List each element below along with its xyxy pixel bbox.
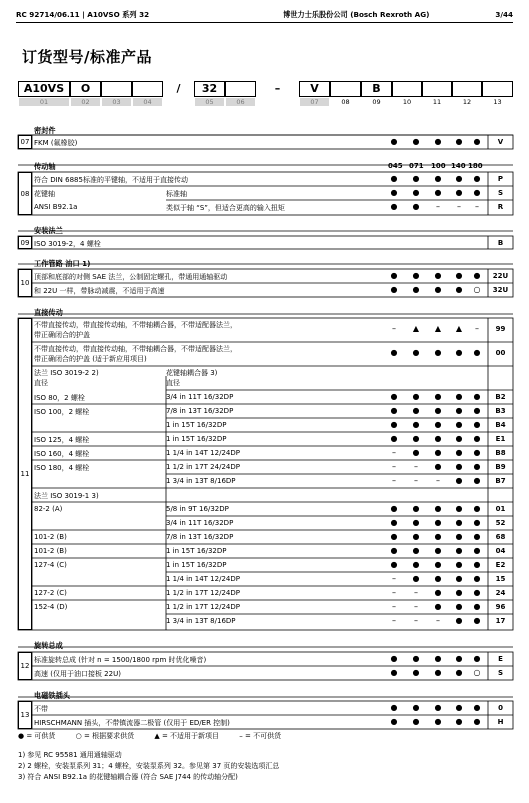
row-number-12: 12 bbox=[18, 652, 32, 680]
coupling-label: 1 1/2 in 17T 24/24DP bbox=[166, 463, 240, 471]
available-dot: ● bbox=[412, 188, 420, 197]
available-dot: ● bbox=[473, 574, 481, 583]
not-available-dash: – bbox=[392, 574, 396, 583]
not-available-dash: – bbox=[392, 462, 396, 471]
not-available-dash: – bbox=[436, 616, 440, 625]
available-dot: ● bbox=[390, 202, 398, 211]
not-available-dash: – bbox=[436, 476, 440, 485]
available-dot: ● bbox=[473, 137, 481, 146]
through-00-line2: 带正确闭合的护盖 (适于新应用项目) bbox=[34, 355, 147, 363]
available-dot: ● bbox=[412, 574, 420, 583]
available-dot: ● bbox=[434, 518, 442, 527]
code-box-07: V bbox=[299, 81, 330, 97]
available-dot: ● bbox=[412, 420, 420, 429]
available-dot: ● bbox=[455, 406, 463, 415]
code-box-05: 32 bbox=[194, 81, 225, 97]
available-dot: ● bbox=[412, 717, 420, 726]
available-dot: ● bbox=[390, 174, 398, 183]
iso2-diameter-header: 直径 bbox=[34, 379, 48, 387]
available-dot: ● bbox=[434, 574, 442, 583]
through-drive-code: 15 bbox=[495, 575, 506, 583]
coupling-label: 1 1/4 in 14T 12/24DP bbox=[166, 449, 240, 457]
available-dot: ● bbox=[390, 348, 398, 357]
ports-option-22u-text: 顶部和底部的对侧 SAE 法兰，公制固定螺孔，带通用通轴驱动 bbox=[34, 273, 228, 281]
available-dot: ● bbox=[455, 654, 463, 663]
available-dot: ● bbox=[473, 654, 481, 663]
page-title: 订货型号/标准产品 bbox=[22, 48, 152, 66]
flange-label: 127-2 (C) bbox=[34, 589, 67, 597]
available-dot: ● bbox=[412, 271, 420, 280]
available-dot: ● bbox=[434, 420, 442, 429]
available-dot: ● bbox=[473, 476, 481, 485]
available-dot: ● bbox=[455, 668, 463, 677]
through-99-line2: 带正确闭合的护盖 bbox=[34, 331, 90, 339]
code-dash: – bbox=[274, 82, 281, 95]
seal-option-text: FKM (氟橡胶) bbox=[34, 139, 78, 147]
not-available-dash: – bbox=[392, 324, 396, 333]
flange-label: ISO 125，4 螺栓 bbox=[34, 436, 90, 444]
legend-available: ● = 可供货 bbox=[18, 732, 56, 740]
through-drive-code: 68 bbox=[495, 533, 506, 541]
code-box-09: B bbox=[361, 81, 392, 97]
coupling-diameter-header: 直径 bbox=[166, 379, 180, 387]
not-available-dash: – bbox=[392, 476, 396, 485]
coupling-label: 1 3/4 in 13T 8/16DP bbox=[166, 477, 236, 485]
available-dot: ● bbox=[473, 392, 481, 401]
code-number-09: 09 bbox=[361, 97, 392, 107]
available-dot: ● bbox=[455, 348, 463, 357]
available-dot: ● bbox=[412, 392, 420, 401]
connector-code-h: H bbox=[497, 718, 504, 726]
coupling-label: 1 3/4 in 13T 8/16DP bbox=[166, 617, 236, 625]
not-available-dash: – bbox=[392, 616, 396, 625]
not-available-dash: – bbox=[475, 202, 479, 211]
on-request-circle: ○ bbox=[473, 668, 481, 677]
available-dot: ● bbox=[390, 271, 398, 280]
not-available-dash: – bbox=[392, 448, 396, 457]
code-number-07: 07 bbox=[299, 97, 330, 107]
available-dot: ● bbox=[473, 518, 481, 527]
mount-option-text: ISO 3019-2，4 螺栓 bbox=[34, 240, 101, 248]
rotor-standard-text: 标准旋转总成 (针对 n = 1500/1800 rpm 时优化噪音) bbox=[34, 656, 207, 664]
not-available-dash: – bbox=[392, 602, 396, 611]
through-drive-code: B8 bbox=[495, 449, 506, 457]
available-dot: ● bbox=[412, 174, 420, 183]
through-99-line1: 不带直接传动，带直接传动轴，不带轴耦合器，不带适配器法兰， bbox=[34, 321, 237, 329]
footnote-3: 3) 符合 ANSI B92.1a 的花键轴耦合器 (符合 SAE J744 的传动轴分配) bbox=[18, 773, 238, 781]
available-dot: ● bbox=[390, 668, 398, 677]
available-dot: ● bbox=[473, 434, 481, 443]
available-dot: ● bbox=[434, 188, 442, 197]
size-100: 100 bbox=[431, 162, 446, 170]
not-available-dash: – bbox=[436, 202, 440, 211]
code-number-05: 05 bbox=[194, 97, 225, 107]
coupling-label: 1 1/2 in 17T 12/24DP bbox=[166, 589, 240, 597]
seal-code: V bbox=[497, 138, 504, 146]
ports-option-32u-text: 和 22U 一样，带脉动减震，不适用于高速 bbox=[34, 287, 165, 295]
through-drive-code: 17 bbox=[495, 617, 506, 625]
available-dot: ● bbox=[412, 518, 420, 527]
available-dot: ● bbox=[434, 392, 442, 401]
rotor-highspeed-text: 高速 (仅用于油口接板 22U) bbox=[34, 670, 121, 678]
rotor-code-s: S bbox=[497, 669, 504, 677]
available-dot: ● bbox=[455, 574, 463, 583]
availability-legend bbox=[18, 731, 299, 741]
available-dot: ● bbox=[455, 588, 463, 597]
through-drive-code: B4 bbox=[495, 421, 506, 429]
available-dot: ● bbox=[412, 448, 420, 457]
legend-not-available: – = 不可供货 bbox=[239, 732, 282, 740]
available-dot: ● bbox=[412, 137, 420, 146]
available-dot: ● bbox=[473, 602, 481, 611]
flange-label: ISO 100，2 螺栓 bbox=[34, 408, 90, 416]
available-dot: ● bbox=[434, 434, 442, 443]
row-number-08: 08 bbox=[18, 172, 32, 215]
not-available-dash: – bbox=[414, 462, 418, 471]
coupling-label: 1 in 15T 16/32DP bbox=[166, 561, 227, 569]
available-dot: ● bbox=[473, 504, 481, 513]
flange-label: 127-4 (C) bbox=[34, 561, 67, 569]
shaft-standard-text: 标准轴 bbox=[166, 190, 187, 198]
not-available-dash: – bbox=[414, 588, 418, 597]
available-dot: ● bbox=[412, 406, 420, 415]
not-for-new-triangle: ▲ bbox=[455, 324, 463, 333]
not-for-new-triangle: ▲ bbox=[412, 324, 420, 333]
row-number-10: 10 bbox=[18, 269, 32, 297]
available-dot: ● bbox=[473, 448, 481, 457]
footnote-1: 1) 参见 RC 95581 通用通轴驱动 bbox=[18, 751, 122, 759]
available-dot: ● bbox=[390, 285, 398, 294]
available-dot: ● bbox=[434, 348, 442, 357]
code-number-01: 01 bbox=[18, 97, 70, 107]
through-drive-code: B3 bbox=[495, 407, 506, 415]
available-dot: ● bbox=[473, 532, 481, 541]
rotor-code-e: E bbox=[498, 655, 503, 663]
available-dot: ● bbox=[390, 188, 398, 197]
available-dot: ● bbox=[473, 546, 481, 555]
code-number-13: 13 bbox=[482, 97, 513, 107]
code-number-10: 10 bbox=[392, 97, 422, 107]
available-dot: ● bbox=[412, 202, 420, 211]
section-title-through-drive: 直接传动 bbox=[34, 308, 63, 317]
available-dot: ● bbox=[455, 420, 463, 429]
available-dot: ● bbox=[473, 174, 481, 183]
section-title-seal: 密封件 bbox=[34, 126, 56, 135]
not-available-dash: – bbox=[457, 202, 461, 211]
section-title-shaft: 传动轴 bbox=[34, 162, 56, 171]
available-dot: ● bbox=[455, 602, 463, 611]
available-dot: ● bbox=[412, 546, 420, 555]
code-number-06: 06 bbox=[225, 97, 256, 107]
shaft-keyed-text: 符合 DIN 6885标准的平键轴，不适用于直接传动 bbox=[34, 176, 188, 184]
available-dot: ● bbox=[434, 448, 442, 457]
ports-code-22u: 22U bbox=[492, 272, 509, 280]
not-available-dash: – bbox=[414, 616, 418, 625]
size-045: 045 bbox=[388, 162, 403, 170]
code-box-01: A10VS bbox=[18, 81, 70, 97]
available-dot: ● bbox=[412, 560, 420, 569]
available-dot: ● bbox=[412, 348, 420, 357]
connector-none-text: 不带 bbox=[34, 705, 48, 713]
available-dot: ● bbox=[455, 560, 463, 569]
available-dot: ● bbox=[473, 717, 481, 726]
available-dot: ● bbox=[473, 703, 481, 712]
flange-label: 152-4 (D) bbox=[34, 603, 68, 611]
section-title-rotor: 旋转总成 bbox=[34, 641, 63, 650]
through-drive-code: 52 bbox=[495, 519, 506, 527]
coupling-label: 1 1/2 in 17T 12/24DP bbox=[166, 603, 240, 611]
code-number-11: 11 bbox=[422, 97, 452, 107]
through-code-99: 99 bbox=[495, 325, 506, 333]
available-dot: ● bbox=[434, 588, 442, 597]
code-slash: / bbox=[176, 82, 181, 95]
available-dot: ● bbox=[412, 703, 420, 712]
shaft-code-p: P bbox=[497, 175, 504, 183]
coupling-label: 1 1/4 in 14T 12/24DP bbox=[166, 575, 240, 583]
available-dot: ● bbox=[434, 546, 442, 555]
shaft-high-torque-text: 类似于轴 “S”，但适合更高的输入扭矩 bbox=[166, 204, 285, 212]
flange-label: ISO 180，4 螺栓 bbox=[34, 464, 90, 472]
iso1-flange-header: 法兰 ISO 3019-1 3) bbox=[34, 492, 99, 500]
available-dot: ● bbox=[473, 420, 481, 429]
available-dot: ● bbox=[390, 546, 398, 555]
coupling-header: 花键轴耦合器 3) bbox=[166, 369, 218, 377]
size-071: 071 bbox=[409, 162, 424, 170]
not-available-dash: – bbox=[414, 602, 418, 611]
code-number-08: 08 bbox=[330, 97, 361, 107]
available-dot: ● bbox=[473, 616, 481, 625]
available-dot: ● bbox=[412, 285, 420, 294]
available-dot: ● bbox=[434, 532, 442, 541]
available-dot: ● bbox=[412, 654, 420, 663]
flange-label: 82-2 (A) bbox=[34, 505, 63, 513]
available-dot: ● bbox=[434, 174, 442, 183]
available-dot: ● bbox=[390, 504, 398, 513]
available-dot: ● bbox=[455, 518, 463, 527]
connector-code-0: 0 bbox=[498, 704, 503, 712]
ports-code-32u: 32U bbox=[492, 286, 509, 294]
through-drive-code: B7 bbox=[495, 477, 506, 485]
not-available-dash: – bbox=[414, 476, 418, 485]
available-dot: ● bbox=[390, 518, 398, 527]
not-available-dash: – bbox=[392, 588, 396, 597]
available-dot: ● bbox=[434, 602, 442, 611]
through-code-00: 00 bbox=[495, 349, 506, 357]
available-dot: ● bbox=[473, 588, 481, 597]
available-dot: ● bbox=[390, 434, 398, 443]
page-number: 3/44 bbox=[495, 10, 513, 19]
available-dot: ● bbox=[434, 668, 442, 677]
through-drive-code: 04 bbox=[495, 547, 506, 555]
size-180: 180 bbox=[468, 162, 483, 170]
available-dot: ● bbox=[412, 668, 420, 677]
coupling-label: 1 in 15T 16/32DP bbox=[166, 421, 227, 429]
row-number-11: 11 bbox=[18, 318, 32, 630]
flange-label: ISO 80，2 螺栓 bbox=[34, 394, 85, 402]
available-dot: ● bbox=[455, 434, 463, 443]
legend-not-new: ▲ = 不适用于新项目 bbox=[154, 732, 220, 740]
available-dot: ● bbox=[455, 504, 463, 513]
through-drive-code: B9 bbox=[495, 463, 506, 471]
available-dot: ● bbox=[390, 717, 398, 726]
available-dot: ● bbox=[473, 348, 481, 357]
row-number-07: 07 bbox=[18, 135, 32, 149]
legend-on-request: ○ = 根据要求供货 bbox=[75, 732, 135, 740]
section-title-connector: 电磁铁插头 bbox=[34, 691, 70, 700]
through-drive-code: 24 bbox=[495, 589, 506, 597]
available-dot: ● bbox=[434, 406, 442, 415]
available-dot: ● bbox=[455, 476, 463, 485]
available-dot: ● bbox=[455, 392, 463, 401]
available-dot: ● bbox=[390, 406, 398, 415]
available-dot: ● bbox=[473, 271, 481, 280]
section-title-mount: 安装法兰 bbox=[34, 226, 63, 235]
flange-label: 101-2 (B) bbox=[34, 547, 67, 555]
connector-hirschmann-text: HIRSCHMANN 插头，不带镇流器二极管 (仅用于 ED/ER 控制) bbox=[34, 719, 230, 727]
available-dot: ● bbox=[434, 703, 442, 712]
through-00-line1: 不带直接传动，带直接传动轴，不带轴耦合器，不带适配器法兰， bbox=[34, 345, 237, 353]
coupling-label: 3/4 in 11T 16/32DP bbox=[166, 519, 234, 527]
mount-code: B bbox=[497, 239, 504, 247]
shaft-code-s: S bbox=[497, 189, 504, 197]
coupling-label: 1 in 15T 16/32DP bbox=[166, 435, 227, 443]
available-dot: ● bbox=[455, 703, 463, 712]
available-dot: ● bbox=[390, 703, 398, 712]
available-dot: ● bbox=[455, 188, 463, 197]
flange-label: 101-2 (B) bbox=[34, 533, 67, 541]
available-dot: ● bbox=[434, 137, 442, 146]
available-dot: ● bbox=[390, 532, 398, 541]
row-number-13: 13 bbox=[18, 701, 32, 729]
through-drive-code: 01 bbox=[495, 505, 506, 513]
code-box-02: O bbox=[70, 81, 101, 97]
coupling-label: 7/8 in 13T 16/32DP bbox=[166, 407, 234, 415]
iso2-flange-header: 法兰 ISO 3019-2 2) bbox=[34, 369, 99, 377]
available-dot: ● bbox=[455, 271, 463, 280]
available-dot: ● bbox=[455, 285, 463, 294]
available-dot: ● bbox=[412, 532, 420, 541]
available-dot: ● bbox=[455, 546, 463, 555]
row-number-09: 09 bbox=[18, 236, 32, 249]
available-dot: ● bbox=[455, 717, 463, 726]
available-dot: ● bbox=[455, 532, 463, 541]
available-dot: ● bbox=[390, 560, 398, 569]
section-title-ports: 工作管路 油口 1) bbox=[34, 259, 91, 268]
code-number-04: 04 bbox=[132, 97, 163, 107]
shaft-code-r: R bbox=[497, 203, 504, 211]
available-dot: ● bbox=[473, 462, 481, 471]
available-dot: ● bbox=[390, 392, 398, 401]
available-dot: ● bbox=[455, 448, 463, 457]
available-dot: ● bbox=[390, 420, 398, 429]
available-dot: ● bbox=[455, 616, 463, 625]
footnote-2: 2) 2 螺栓，安装泵系列 31；4 螺栓，安装泵系列 32。参见第 37 页的安装选项汇总 bbox=[18, 762, 280, 770]
available-dot: ● bbox=[434, 717, 442, 726]
through-drive-code: 96 bbox=[495, 603, 506, 611]
code-number-12: 12 bbox=[452, 97, 482, 107]
available-dot: ● bbox=[434, 504, 442, 513]
available-dot: ● bbox=[412, 434, 420, 443]
available-dot: ● bbox=[390, 654, 398, 663]
coupling-label: 3/4 in 11T 16/32DP bbox=[166, 393, 234, 401]
through-drive-code: E2 bbox=[495, 561, 506, 569]
shaft-ansi-label: ANSI B92.1a bbox=[34, 203, 78, 211]
doc-reference: RC 92714/06.11 | A10VSO 系列 32 bbox=[16, 10, 150, 19]
code-number-02: 02 bbox=[70, 97, 101, 107]
available-dot: ● bbox=[434, 560, 442, 569]
available-dot: ● bbox=[455, 174, 463, 183]
through-drive-code: B2 bbox=[495, 393, 506, 401]
available-dot: ● bbox=[434, 654, 442, 663]
available-dot: ● bbox=[473, 560, 481, 569]
available-dot: ● bbox=[455, 137, 463, 146]
available-dot: ● bbox=[434, 462, 442, 471]
code-number-03: 03 bbox=[101, 97, 132, 107]
available-dot: ● bbox=[473, 406, 481, 415]
available-dot: ● bbox=[473, 188, 481, 197]
coupling-label: 1 in 15T 16/32DP bbox=[166, 547, 227, 555]
company-name: 博世力士乐股份公司 (Bosch Rexroth AG) bbox=[283, 10, 430, 19]
coupling-label: 5/8 in 9T 16/32DP bbox=[166, 505, 229, 513]
not-for-new-triangle: ▲ bbox=[434, 324, 442, 333]
through-drive-code: E1 bbox=[495, 435, 506, 443]
shaft-spline-label: 花键轴 bbox=[34, 190, 55, 198]
not-available-dash: – bbox=[475, 324, 479, 333]
available-dot: ● bbox=[412, 504, 420, 513]
available-dot: ● bbox=[434, 271, 442, 280]
available-dot: ● bbox=[390, 137, 398, 146]
size-140: 140 bbox=[451, 162, 466, 170]
available-dot: ● bbox=[434, 285, 442, 294]
available-dot: ● bbox=[455, 462, 463, 471]
coupling-label: 7/8 in 13T 16/32DP bbox=[166, 533, 234, 541]
on-request-circle: ○ bbox=[473, 285, 481, 294]
flange-label: ISO 160，4 螺栓 bbox=[34, 450, 90, 458]
